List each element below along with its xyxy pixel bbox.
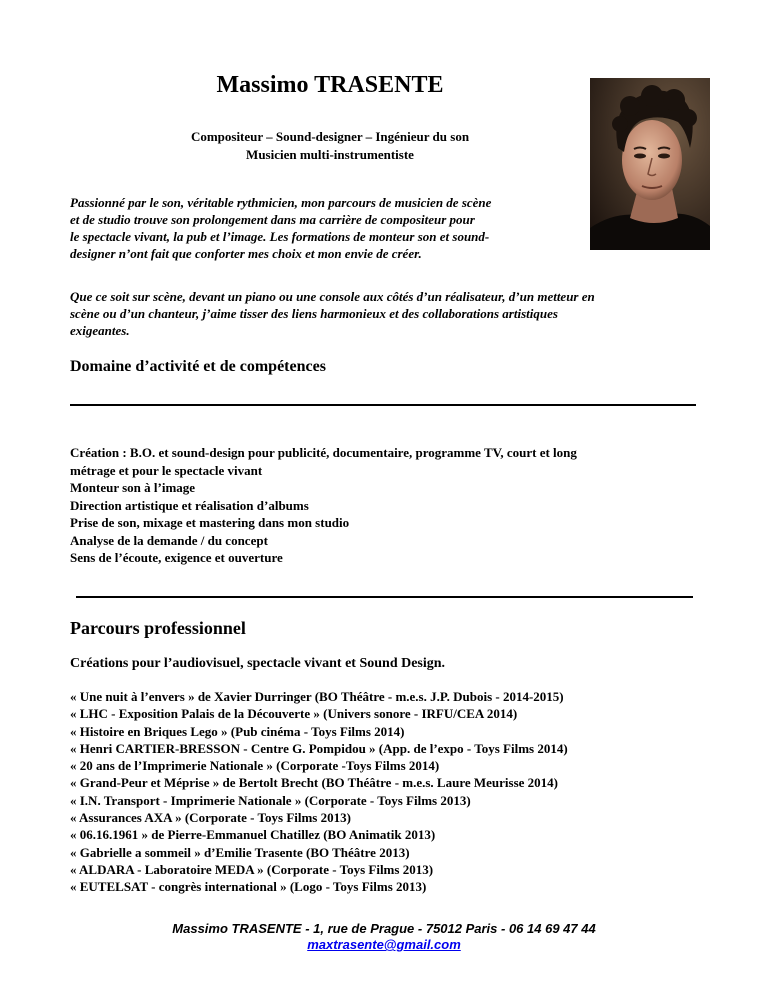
career-heading: Parcours professionnel (70, 618, 246, 638)
list-item: Sens de l’écoute, exigence et ouverture (70, 550, 283, 565)
subtitle-line: Musicien multi-instrumentiste (246, 147, 414, 162)
list-item: « LHC - Exposition Palais de la Découverte » (Univers sonore - IRFU/CEA 2014) (70, 706, 518, 722)
subtitle (0, 128, 660, 164)
works-list (70, 688, 730, 896)
intro-line: scène ou d’un chanteur, j’aime tisser des liens harmonieux et des collaborations artistiques (70, 306, 558, 321)
subtitle-line: Compositeur – Sound-designer – Ingénieur du son (190, 129, 470, 144)
list-item: « ALDARA - Laboratoire MEDA » (Corporate - Toys Films 2013) (70, 861, 434, 877)
intro-line: exigeantes. (70, 323, 130, 338)
list-item: « Henri CARTIER-BRESSON - Centre G. Pompidou » (App. de l’expo - Toys Films 2014) (70, 740, 568, 756)
footer-contact: Massimo TRASENTE - 1, rue de Prague - 75012 Paris - 06 14 69 47 44 (172, 921, 596, 936)
list-item: « Histoire en Briques Lego » (Pub cinéma - Toys Films 2014) (70, 723, 405, 739)
list-item: « 06.16.1961 » de Pierre-Emmanuel Chatillez (BO Animatik 2013) (70, 827, 436, 843)
page-title: Massimo TRASENTE (216, 72, 444, 98)
skills-heading: Domaine d’activité et de compétences (70, 358, 326, 375)
intro-line: et de studio trouve son prolongement dans ma carrière de compositeur pour (70, 212, 475, 227)
intro-paragraph-2 (70, 288, 730, 339)
list-item: Prise de son, mixage et mastering dans mon studio (70, 515, 350, 530)
list-item: Direction artistique et réalisation d’albums (70, 497, 309, 513)
section-divider (76, 596, 693, 598)
footer (0, 921, 768, 953)
list-item: Analyse de la demande / du concept (70, 532, 268, 548)
list-item: « I.N. Transport - Imprimerie Nationale » (Corporate - Toys Films 2013) (70, 792, 471, 808)
intro-line: designer n’ont fait que conforter mes choix et mon envie de créer. (70, 246, 422, 261)
section-divider (70, 404, 696, 406)
list-item: Création : B.O. et sound-design pour publicité, documentaire, programme TV, court et long (70, 445, 577, 460)
intro-line: le spectacle vivant, la pub et l’image. Les formations de monteur son et sound- (70, 229, 490, 244)
list-item: métrage et pour le spectacle vivant (70, 462, 263, 478)
list-item: « Assurances AXA » (Corporate - Toys Films 2013) (70, 810, 351, 826)
list-item: « Une nuit à l’envers » de Xavier Durringer (BO Théâtre - m.e.s. J.P. Dubois - 2014-2015) (70, 689, 564, 704)
email-link[interactable]: maxtrasente@gmail.com (307, 937, 461, 952)
list-item: Monteur son à l’image (70, 480, 196, 495)
intro-line: Passionné par le son, véritable rythmicien, mon parcours de musicien de scène (70, 195, 492, 210)
list-item: « Grand-Peur et Méprise » de Bertolt Brecht (BO Théâtre - m.e.s. Laure Meurisse 2014) (70, 775, 559, 791)
list-item: « 20 ans de l’Imprimerie Nationale » (Corporate -Toys Films 2014) (70, 758, 440, 774)
list-item: « Gabrielle a sommeil » d’Emilie Trasente (BO Théâtre 2013) (70, 844, 410, 860)
career-subheading: Créations pour l’audiovisuel, spectacle vivant et Sound Design. (70, 656, 446, 671)
intro-paragraph (70, 194, 630, 262)
skills-list (70, 444, 710, 567)
list-item: « EUTELSAT - congrès international » (Logo - Toys Films 2013) (70, 879, 427, 895)
intro-line: Que ce soit sur scène, devant un piano ou une console aux côtés d’un réalisateur, d’un metteur en (70, 289, 595, 304)
